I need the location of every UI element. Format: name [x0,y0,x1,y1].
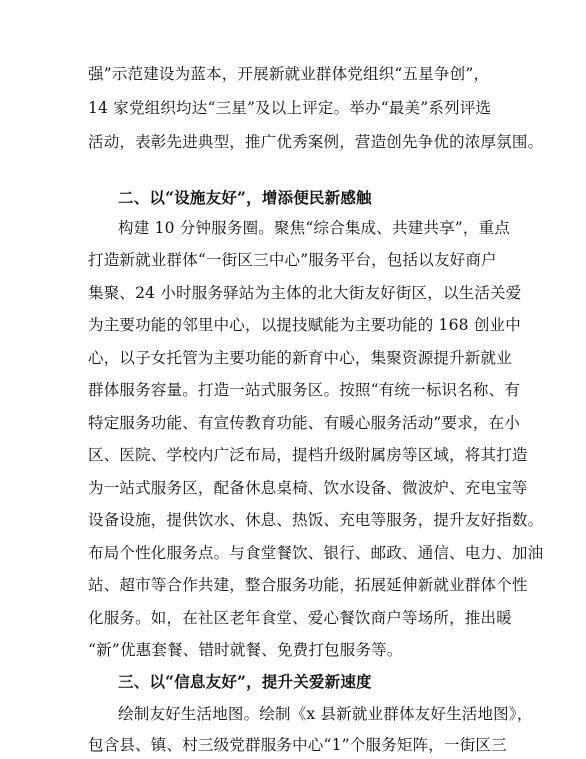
paragraph-line: “新”优惠套餐、错时就餐、免费打包服务等。 [88,641,403,659]
paragraph-line: 为一站式服务区，配备休息桌椅、饮水设备、微波炉、充电宝等 [88,479,528,497]
paragraph-line: 打造新就业群体“一街区三中心”服务平台，包括以友好商户 [88,251,497,269]
paragraph-line: 站、超市等合作共建，整合服务功能，拓展延伸新就业群体个性 [88,576,528,594]
section-heading-3: 三、以“信息友好”，提升关爱新速度 [118,672,372,691]
paragraph-line: 化服务。如，在社区老年食堂、爱心餐饮商户等场所，推出暖 [88,609,512,627]
paragraph-line: 强”示范建设为蓝本，开展新就业群体党组织“五星争创”， [88,65,490,83]
paragraph-line: 包含县、镇、村三级党群服务中心“1”个服务矩阵，一街区三 [88,736,507,754]
paragraph-line: 特定服务功能、有宣传教育功能、有暖心服务活动”要求，在小 [88,414,521,432]
paragraph-line: 14 家党组织均达“三星”及以上评定。举办“最美”系列评选 [88,99,492,117]
paragraph-line: 区、医院、学校内广泛布局，提档升级附属房等区域，将其打造 [88,446,528,464]
section-heading-2: 二、以“设施友好”，增添便民新感触 [118,188,372,207]
paragraph-line: 布局个性化服务点。与食堂餐饮、银行、邮政、通信、电力、加油 [88,544,544,562]
paragraph-line: 设备设施，提供饮水、休息、热饭、充电等服务，提升友好指数。 [88,511,544,529]
paragraph-line: 构建 10 分钟服务圈。聚焦“综合集成、共建共享”，重点 [118,219,511,237]
paragraph-line: 活动，表彰先进典型，推广优秀案例，营造创先争优的浓厚氛围。 [88,133,544,151]
paragraph-line: 集聚、24 小时服务驿站为主体的北大街友好街区，以生活关爱 [88,284,522,302]
paragraph-line: 为主要功能的邻里中心，以提技赋能为主要功能的 168 创业中 [88,316,521,334]
paragraph-line: 心，以子女托管为主要功能的新育中心，集聚资源提升新就业 [88,349,512,367]
paragraph-line: 绘制友好生活地图。绘制《x 县新就业群体友好生活地图》， [118,705,533,723]
paragraph-line: 群体服务容量。打造一站式服务区。按照“有统一标识名称、有 [88,381,521,399]
